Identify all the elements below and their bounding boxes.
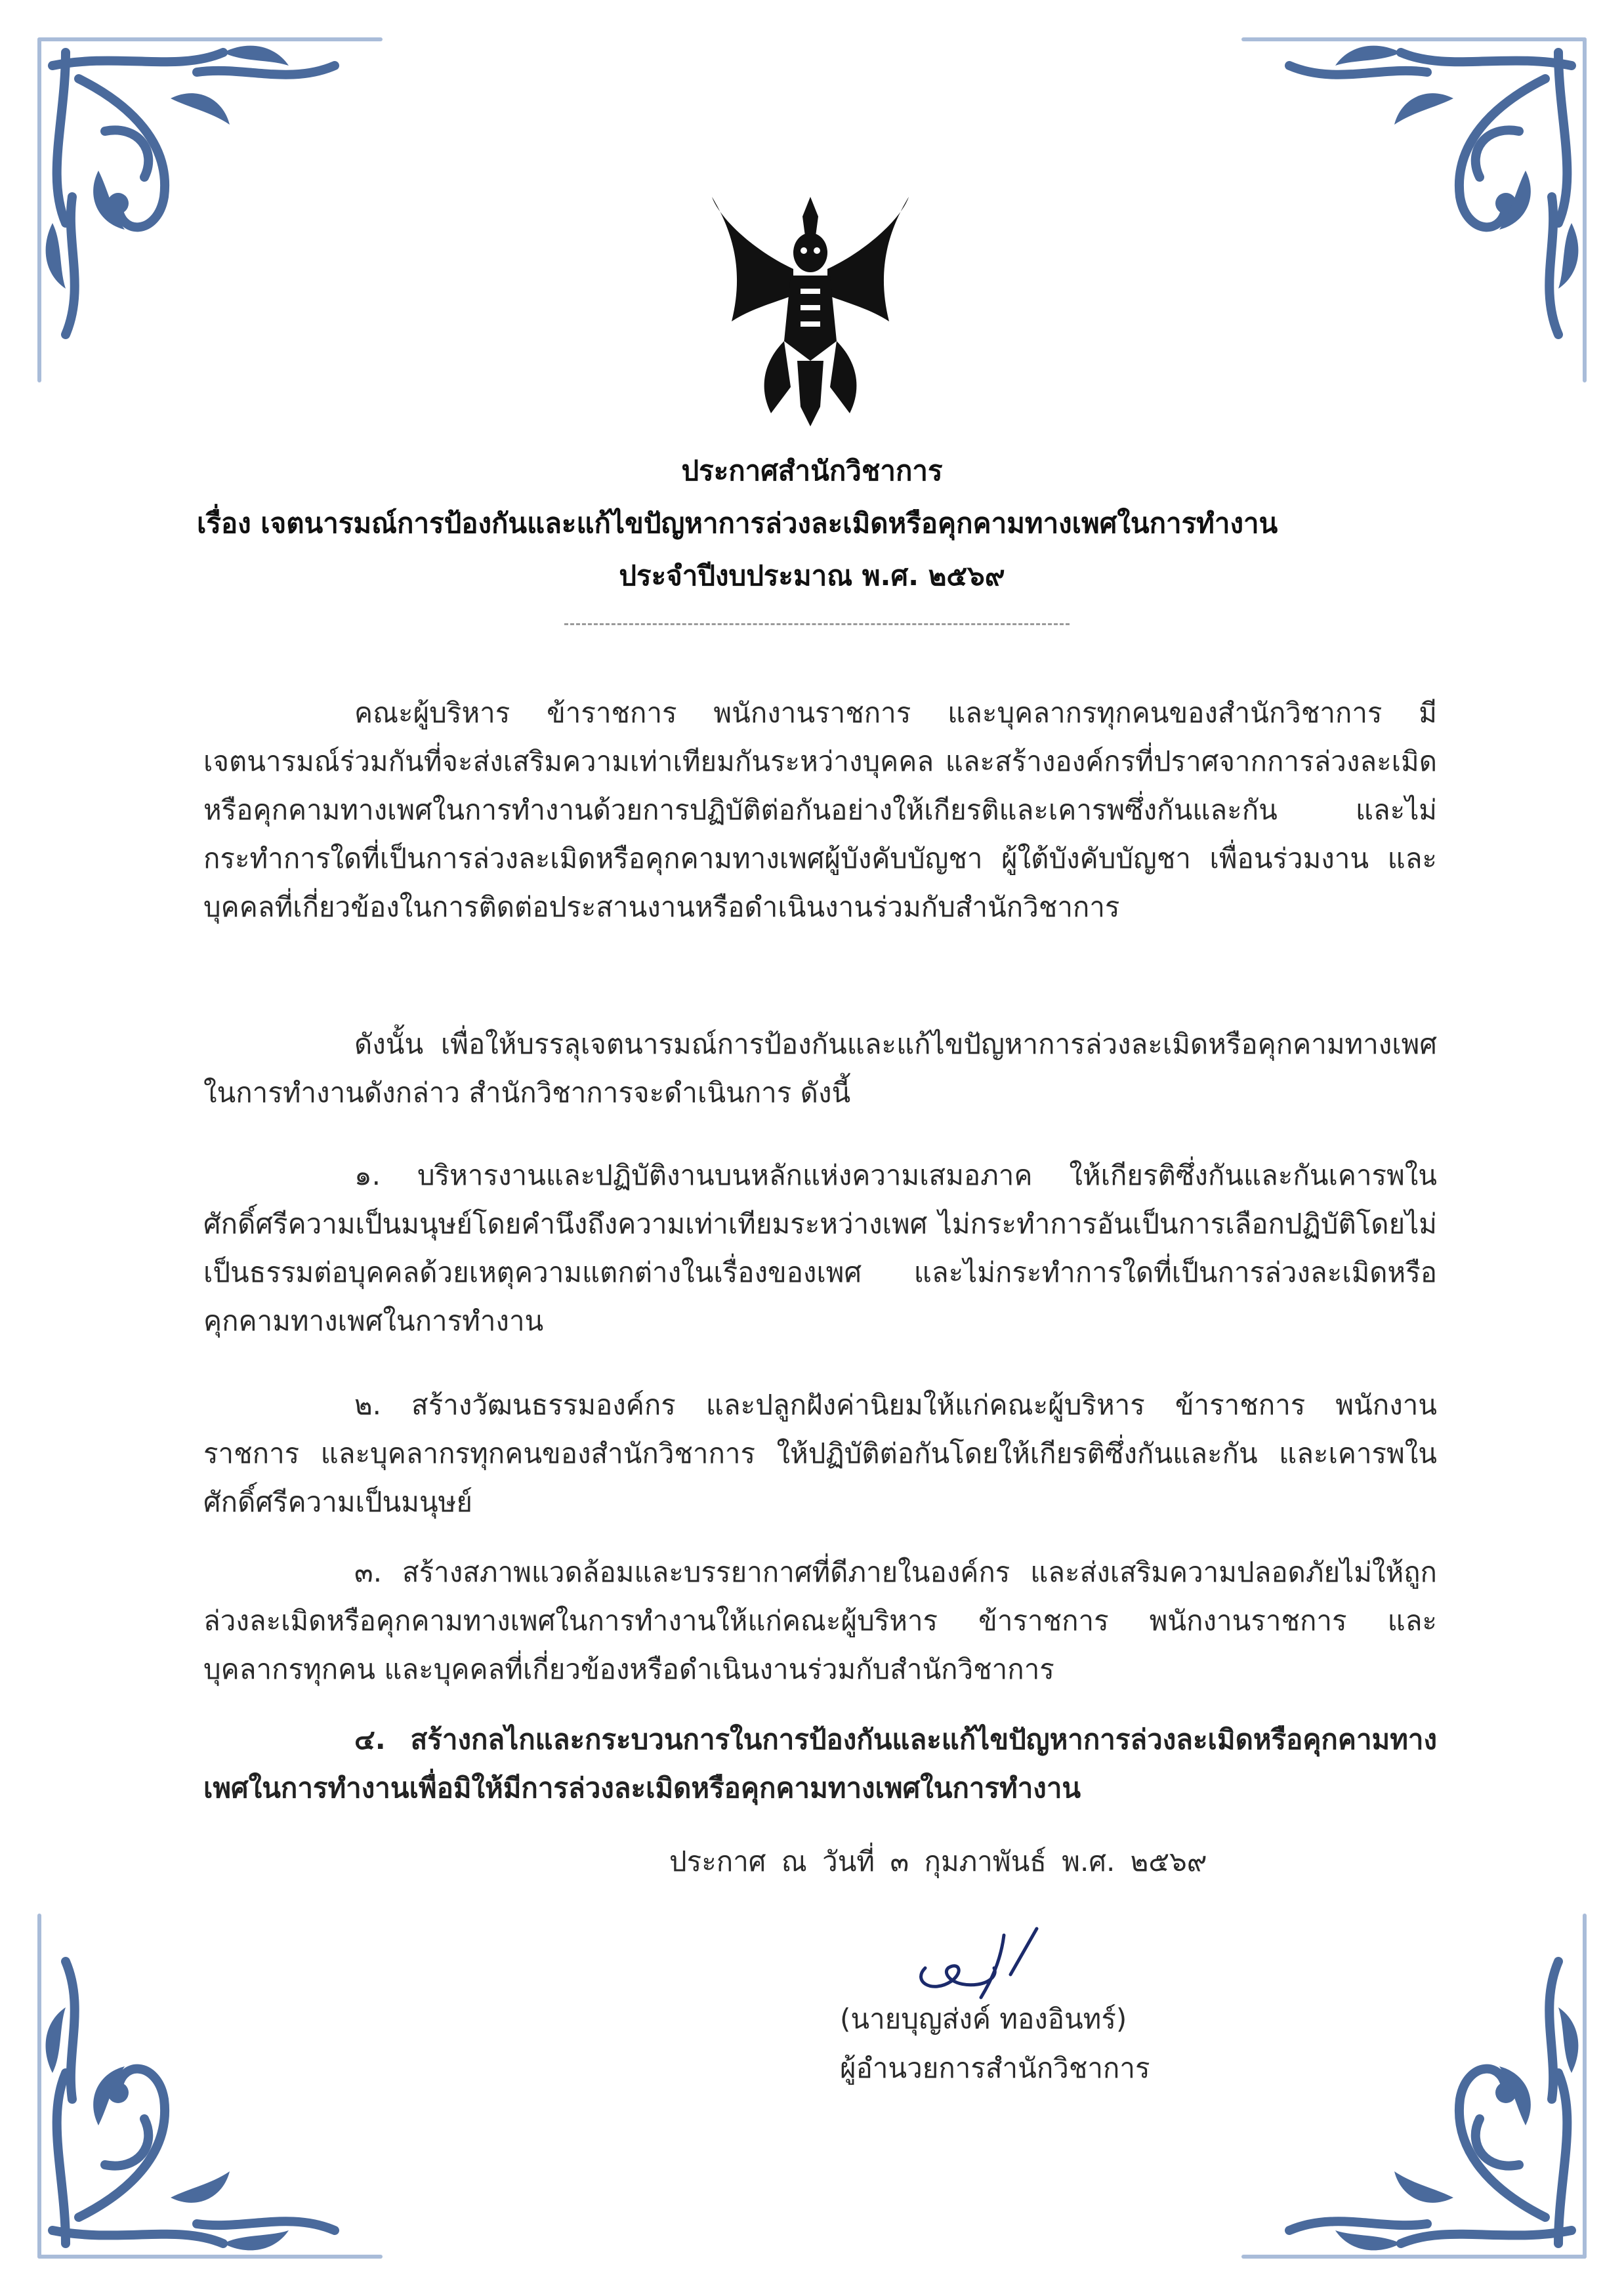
measure-item-4: ๔. สร้างกลไกและกระบวนการในการป้องกันและแก้ไขปัญหาการล่วงละเมิดหรือคุกคามทางเพศในการทำงานเพื่อมิให้มีการล่วงละเมิดหรือคุกคามทางเพศในการทำงาน: [203, 1723, 1437, 1804]
floral-corner-ornament: [26, 26, 394, 394]
intro-paragraph: คณะผู้บริหาร ข้าราชการ พนักงานราชการ และบุคลากรทุกคนของสำนักวิชาการ มีเจตนารมณ์ร่วมกันที่จะส่งเสริมความเท่าเทียมกันระหว่างบุคคล และสร้างองค์กรที่ปราศจากการล่วงละเมิดหรือคุกคามทางเพศในการทำงานด้วยการปฏิบัติต่อกันอย่างให้เกียรติและเคารพซึ่งกันและกัน และไม่กระทำการใดที่เป็นการล่วงละเมิดหรือคุกคามทางเพศผู้บังคับบัญชา ผู้ใต้บังคับบัญชา เพื่อนร่วมงาน และบุคคลที่เกี่ยวข้องในการติดต่อประสานงานหรือดำเนินงานร่วมกับสำนักวิชาการ: [203, 697, 1437, 923]
fiscal-year: ประจำปีงบประมาณ พ.ศ. ๒๕๖๙: [619, 560, 1005, 592]
floral-corner-ornament: [1230, 1902, 1598, 2270]
signer-title: ผู้อำนวยการสำนักวิชาการ: [840, 2052, 1150, 2084]
therefore-paragraph: ดังนั้น เพื่อให้บรรลุเจตนารมณ์การป้องกันและแก้ไขปัญหาการล่วงละเมิดหรือคุกคามทางเพศในการทำงานดังกล่าว สำนักวิชาการจะดำเนินการ ดังนี้: [203, 1028, 1437, 1109]
document-title: ประกาศสำนักวิชาการ: [681, 455, 943, 487]
signer-name: (นายบุญส่งค์ ทองอินทร์): [840, 2003, 1127, 2035]
measure-item-1: ๑. บริหารงานและปฏิบัติงานบนหลักแห่งความเสมอภาค ให้เกียรติซึ่งกันและกันเคารพในศักดิ์ศรีความเป็นมนุษย์โดยคำนึงถึงความเท่าเทียมระหว่างเพศ ไม่กระทำการอันเป็นการเลือกปฏิบัติโดยไม่เป็นธรรมต่อบุคคลด้วยเหตุความแตกต่างในเรื่องของเพศ และไม่กระทำการใดที่เป็นการล่วงละเมิดหรือคุกคามทางเพศในการทำงาน: [203, 1159, 1437, 1337]
document-subject: เรื่อง เจตนารมณ์การป้องกันและแก้ไขปัญหาการล่วงละเมิดหรือคุกคามทางเพศในการทำงาน: [197, 507, 1278, 539]
separator-line: [564, 623, 1070, 625]
floral-corner-ornament: [1230, 26, 1598, 394]
measure-item-3: ๓. สร้างสภาพแวดล้อมและบรรยากาศที่ดีภายในองค์กร และส่งเสริมความปลอดภัยไม่ให้ถูกล่วงละเมิดหรือคุกคามทางเพศในการทำงานให้แก่คณะผู้บริหาร ข้าราชการ พนักงานราชการ และบุคลากรทุกคน และบุคคลที่เกี่ยวข้องหรือดำเนินงานร่วมกับสำนักวิชาการ: [203, 1556, 1437, 1685]
handwritten-signature: [906, 1922, 1050, 2007]
garuda-emblem-icon: [705, 190, 915, 433]
announcement-date: ประกาศ ณ วันที่ ๓ กุมภาพันธ์ พ.ศ. ๒๕๖๙: [669, 1845, 1207, 1877]
floral-corner-ornament: [26, 1902, 394, 2270]
measure-item-2: ๒. สร้างวัฒนธรรมองค์กร และปลูกฝังค่านิยมให้แก่คณะผู้บริหาร ข้าราชการ พนักงานราชการ และบุคลากรทุกคนของสำนักวิชาการ ให้ปฏิบัติต่อกันโดยให้เกียรติซึ่งกันและกัน และเคารพในศักดิ์ศรีความเป็นมนุษย์: [203, 1389, 1437, 1518]
